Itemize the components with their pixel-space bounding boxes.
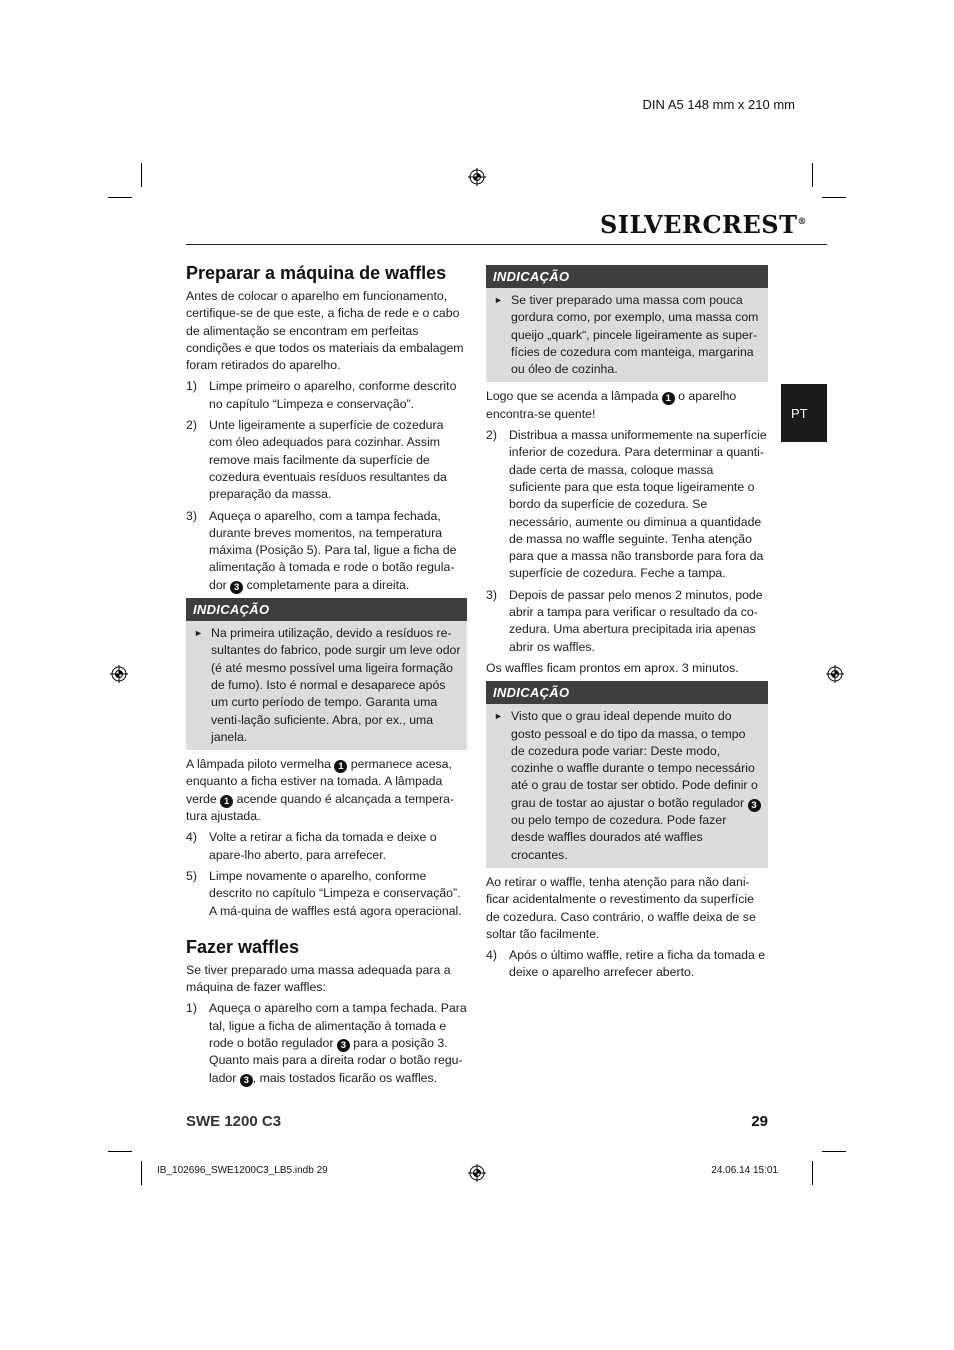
note-text: Se tiver preparado uma massa com pouca gordura como, por exemplo, uma massa com queijo „quark“, pincele ligeiramente as super-fícies de cozedura com manteiga, margarina ou óleo de cozinha. bbox=[511, 293, 759, 377]
note-text: Visto que o grau ideal depende muito do gosto pessoal e do tipo da massa, o tempo de cozedura pode variar: Deste modo, cozinhe o waffle durante o tempo necessário até o grau de tostar ser obtido. Pode definir o grau de tostar ao ajustar o botão regulador bbox=[511, 709, 758, 810]
make-waffles-steps bbox=[186, 1000, 467, 1086]
step-text: Limpe novamente o aparelho, conforme descrito no capítulo “Limpeza e conservação”. A má-quina de waffles está agora operacional. bbox=[209, 868, 462, 918]
control-marker-3: 3 bbox=[240, 1074, 253, 1087]
list-item bbox=[186, 378, 467, 413]
step-number: 1) bbox=[186, 1001, 197, 1016]
list-item bbox=[186, 1000, 467, 1086]
control-marker-1: 1 bbox=[334, 760, 347, 773]
list-item bbox=[186, 417, 467, 503]
step-text: Unte ligeiramente a superfície de cozedura com óleo adequados para cozinhar. Assim remove mais facilmente da superfície de cozedura eventuais resíduos resultantes da preparação da massa. bbox=[209, 418, 447, 502]
step-text: para a posição 3. Quanto mais para a direita rodar o botão regu-lador bbox=[209, 1035, 463, 1085]
triangle-bullet-icon: ► bbox=[494, 711, 503, 722]
step-text: , mais tostados ficarão os waffles. bbox=[252, 1070, 438, 1085]
step-text: completamente para a direita. bbox=[246, 577, 410, 592]
brand-logo-part1: SILVER bbox=[600, 210, 703, 239]
note-body bbox=[486, 288, 768, 382]
list-item bbox=[486, 427, 768, 583]
crop-mark bbox=[141, 163, 142, 187]
list-item bbox=[486, 587, 768, 656]
registration-mark-icon bbox=[468, 168, 486, 186]
note-text: Na primeira utilização, devido a resíduos re-sultantes do fabrico, pode surgir um leve odor (é até mesmo possível uma ligeira formação de fumo). Isto é normal e desaparece após um curto período de tempo. Garanta uma venti-lação suficiente. Abra, por ex., uma janela. bbox=[211, 626, 461, 744]
prepare-steps-continued bbox=[186, 829, 467, 919]
language-tab bbox=[781, 384, 827, 442]
ready-time-paragraph: Os waffles ficam prontos em aprox. 3 minutos. bbox=[486, 660, 739, 675]
note-title: INDICAÇÃO bbox=[486, 681, 768, 704]
print-slug-date: 24.06.14 15:01 bbox=[711, 1165, 778, 1176]
paragraph-text: Logo que se acenda a lâmpada bbox=[486, 389, 659, 404]
step-text: Depois de passar pelo menos 2 minutos, pode abrir a tampa para verificar o resultado da co-zedura. Uma abertura precipitada iria apenas abrir os waffles. bbox=[509, 587, 763, 654]
baking-steps bbox=[486, 427, 768, 656]
registration-mark-icon bbox=[468, 1164, 486, 1182]
left-column bbox=[186, 262, 467, 1091]
control-marker-3: 3 bbox=[337, 1039, 350, 1052]
note-body bbox=[186, 621, 467, 750]
step-text: Após o último waffle, retire a ficha da tomada e deixe o aparelho arrefecer aberto. bbox=[509, 948, 766, 980]
crop-mark bbox=[108, 1151, 132, 1152]
crop-mark bbox=[108, 197, 132, 198]
step-number: 2) bbox=[486, 428, 497, 443]
list-item bbox=[186, 508, 467, 594]
section-title-make-waffles: Fazer waffles bbox=[186, 936, 300, 957]
page-format-label: DIN A5 148 mm x 210 mm bbox=[642, 97, 795, 112]
prepare-intro: Antes de colocar o aparelho em funcionamento, certifique-se de que este, a ficha de rede e o cabo de alimentação se encontram em perfeitas condições e que todos os materiais da embalagem foram retirados do aparelho. bbox=[186, 289, 464, 373]
list-item bbox=[486, 947, 768, 982]
brand-logo-part2: CREST bbox=[702, 210, 798, 239]
step-number: 1) bbox=[186, 379, 197, 394]
note-title: INDICAÇÃO bbox=[486, 265, 768, 288]
step-text: Distribua a massa uniformemente na superfície inferior de cozedura. Para determinar a quanti-dade certa de massa, coloque massa suficiente para que esta toque ligeiramente o bordo da superfície de cozedura. Se necessário, aumente ou diminua a quantidade de massa no waffle seguinte. Tenha atenção para que a massa não transborde para fora da superfície de cozedura. Feche a tampa. bbox=[509, 428, 767, 581]
make-waffles-intro: Se tiver preparado uma massa adequada para a máquina de fazer waffles: bbox=[186, 962, 451, 995]
note-box bbox=[186, 598, 467, 750]
crop-mark bbox=[822, 1151, 846, 1152]
paragraph-text: A lâmpada piloto vermelha bbox=[186, 757, 331, 772]
step-text: Aqueça o aparelho com a tampa fechada. Para tal, ligue a ficha de alimentação à tomada e rode o botão regulador bbox=[209, 1001, 467, 1050]
step-number: 4) bbox=[186, 830, 197, 845]
print-slug-file: IB_102696_SWE1200C3_LB5.indb 29 bbox=[157, 1165, 328, 1176]
list-item bbox=[186, 868, 467, 920]
pilot-lamp-paragraph bbox=[186, 756, 467, 825]
control-marker-1: 1 bbox=[662, 392, 675, 405]
note-text: ou pelo tempo de cozedura. Pode fazer desde waffles dourados até waffles crocantes. bbox=[511, 813, 727, 862]
note-body bbox=[486, 704, 768, 868]
list-item bbox=[186, 829, 467, 864]
triangle-bullet-icon: ► bbox=[194, 628, 203, 639]
section-title-prepare: Preparar a máquina de waffles bbox=[186, 263, 447, 283]
note-box bbox=[486, 681, 768, 868]
control-marker-3: 3 bbox=[230, 581, 243, 594]
step-text: Volte a retirar a ficha da tomada e deixe o apare-lho aberto, para arrefecer. bbox=[209, 830, 437, 862]
prepare-steps bbox=[186, 378, 467, 594]
brand-trademark: ® bbox=[797, 217, 807, 227]
step-text: Limpe primeiro o aparelho, conforme descrito no capítulo “Limpeza e conservação”. bbox=[209, 379, 457, 411]
note-title: INDICAÇÃO bbox=[186, 598, 467, 621]
crop-mark bbox=[812, 1161, 813, 1185]
right-column bbox=[486, 265, 768, 986]
note-box bbox=[486, 265, 768, 382]
crop-mark bbox=[822, 197, 846, 198]
triangle-bullet-icon: ► bbox=[494, 295, 503, 305]
lamp-hot-paragraph bbox=[486, 388, 768, 423]
paragraph-text: permanece acesa, enquanto a ficha estiver na tomada. A lâmpada verde bbox=[186, 757, 452, 806]
language-tab-label: PT bbox=[791, 406, 808, 421]
control-marker-3: 3 bbox=[748, 799, 761, 812]
footer-model: SWE 1200 C3 bbox=[186, 1113, 282, 1130]
step-number: 5) bbox=[186, 868, 197, 883]
step-number: 2) bbox=[186, 418, 197, 433]
crop-mark bbox=[812, 163, 813, 187]
paragraph-text: o aparelho encontra-se quente! bbox=[486, 389, 737, 421]
brand-logo bbox=[600, 210, 807, 239]
step-text: Aqueça o aparelho, com a tampa fechada, durante breves momentos, na temperatura máxima (Posição 5). Para tal, ligue a ficha de alimentação à tomada e rode o botão regula-dor bbox=[209, 508, 457, 592]
remove-waffle-paragraph: Ao retirar o waffle, tenha atenção para não dani-ficar acidentalmente o revestimento da superfície de cozedura. Caso contrário, o waffle deixa de se soltar tão facilmente. bbox=[486, 874, 756, 941]
final-steps bbox=[486, 947, 768, 982]
header-rule bbox=[186, 244, 827, 245]
registration-mark-icon bbox=[110, 665, 128, 683]
registration-mark-icon bbox=[826, 665, 844, 683]
paragraph-text: acende quando é alcançada a tempera-tura ajustada. bbox=[186, 791, 455, 824]
step-number: 3) bbox=[186, 508, 197, 523]
crop-mark bbox=[141, 1161, 142, 1185]
step-number: 3) bbox=[486, 587, 497, 602]
page-number: 29 bbox=[751, 1113, 768, 1130]
step-number: 4) bbox=[486, 948, 497, 963]
control-marker-1: 1 bbox=[220, 795, 233, 808]
